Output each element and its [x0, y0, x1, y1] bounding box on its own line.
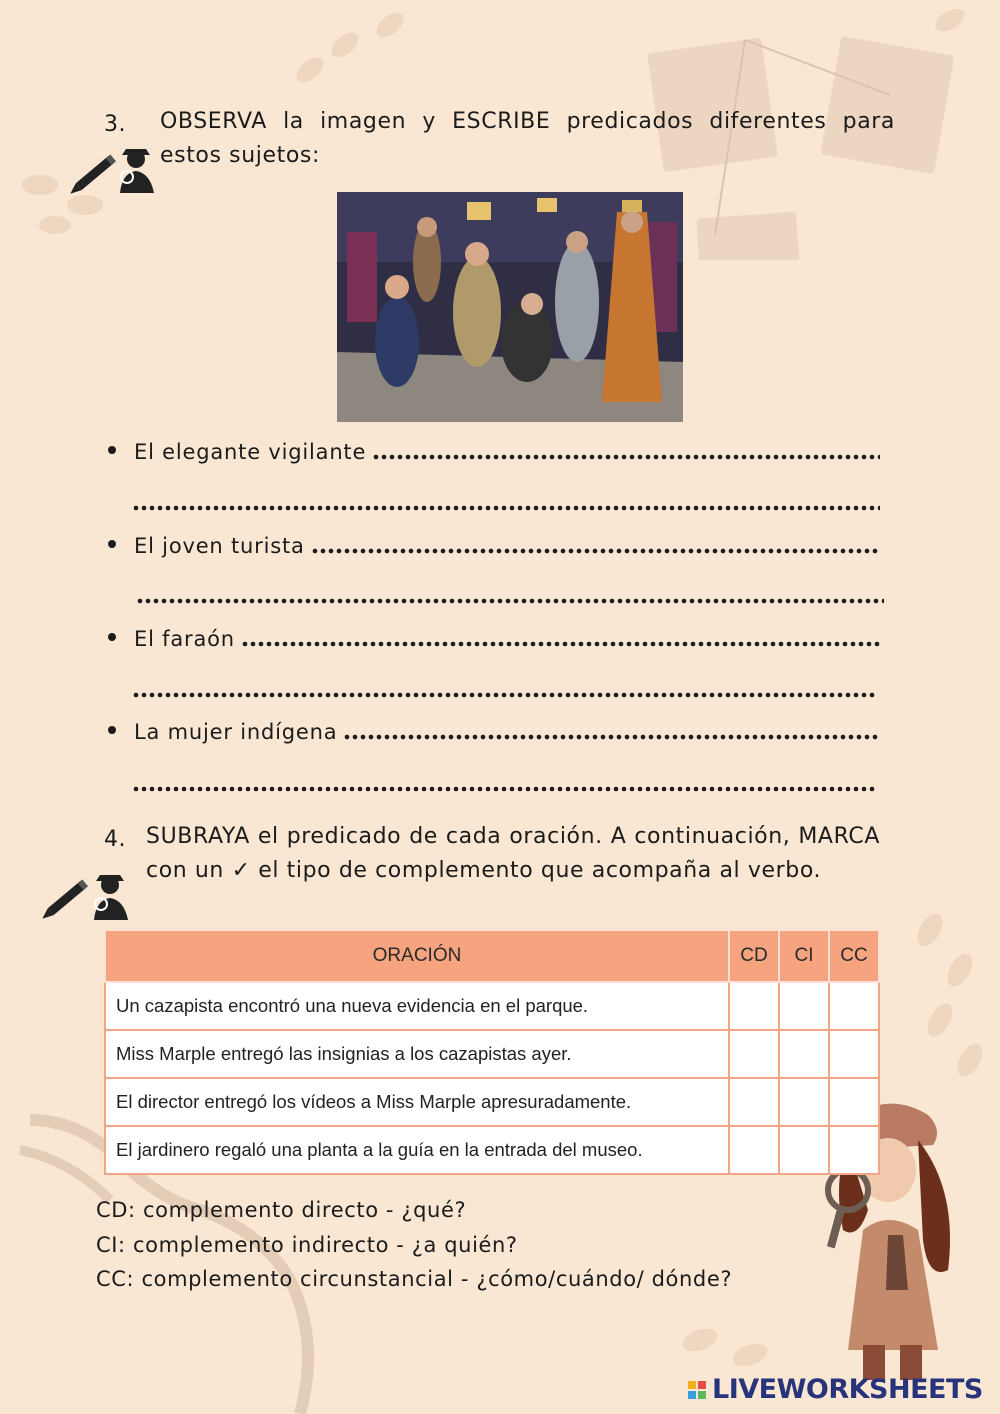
instruction-part-2: el tipo de complemento que acompaña al verbo.: [258, 858, 822, 883]
brand-name: LIVEWORKSHEETS: [712, 1374, 983, 1405]
subject-label: La mujer indígena: [134, 720, 338, 744]
subject-label: El faraón: [134, 627, 235, 651]
cc-checkbox-cell[interactable]: [829, 1030, 879, 1078]
movie-still-museum-photo: [337, 192, 683, 422]
answer-line-continued[interactable]: [136, 598, 884, 604]
sentence-cell: Un cazapista encontró una nueva evidencia en el parque.: [105, 982, 729, 1030]
subject-label: El elegante vigilante: [134, 440, 367, 464]
bullet-icon: [108, 726, 116, 734]
cd-checkbox-cell[interactable]: [729, 1078, 779, 1126]
subject-item-3: [108, 627, 880, 651]
cd-checkbox-cell[interactable]: [729, 1030, 779, 1078]
ci-checkbox-cell[interactable]: [779, 1030, 829, 1078]
header-oracion: ORACIÓN: [105, 930, 729, 982]
legend-cd: CD: complemento directo - ¿qué?: [96, 1198, 467, 1222]
bullet-icon: [108, 633, 116, 641]
cc-checkbox-cell[interactable]: [829, 982, 879, 1030]
question-3-instruction: OBSERVA la imagen y ESCRIBE predicados diferentes para estos sujetos:: [160, 109, 895, 168]
answer-line[interactable]: [241, 641, 880, 647]
table-row: [105, 1078, 879, 1126]
sentence-cell: El director entregó los vídeos a Miss Marple apresuradamente.: [105, 1078, 729, 1126]
cc-checkbox-cell[interactable]: [829, 1126, 879, 1174]
subject-item-4: [108, 720, 880, 744]
answer-line[interactable]: [311, 548, 880, 554]
sentence-cell: El jardinero regaló una planta a la guía en la entrada del museo.: [105, 1126, 729, 1174]
ci-checkbox-cell[interactable]: [779, 1126, 829, 1174]
bullet-icon: [108, 446, 116, 454]
answer-line[interactable]: [372, 454, 880, 460]
header-ci: CI: [779, 930, 829, 982]
ci-checkbox-cell[interactable]: [779, 982, 829, 1030]
header-cc: CC: [829, 930, 879, 982]
legend-ci: CI: complemento indirecto - ¿a quién?: [96, 1233, 518, 1257]
table-row: [105, 982, 879, 1030]
instruction-part-1: SUBRAYA el predicado de cada oración. A continuación, MARCA con un: [146, 824, 880, 883]
header-cd: CD: [729, 930, 779, 982]
legend-cc: CC: complemento circunstancial - ¿cómo/cuándo/ dónde?: [96, 1267, 733, 1291]
subject-item-2: [108, 534, 880, 558]
cc-checkbox-cell[interactable]: [829, 1078, 879, 1126]
cd-checkbox-cell[interactable]: [729, 1126, 779, 1174]
sentence-cell: Miss Marple entregó las insignias a los cazapistas ayer.: [105, 1030, 729, 1078]
ci-checkbox-cell[interactable]: [779, 1078, 829, 1126]
complement-table: [104, 929, 880, 1175]
answer-line-continued[interactable]: [132, 692, 876, 698]
table-row: [105, 1030, 879, 1078]
pencil-detective-icon: [42, 870, 132, 922]
subject-item-1: [108, 440, 880, 464]
table-header-row: [105, 930, 879, 982]
question-4-number: 4.: [104, 827, 126, 852]
bullet-icon: [108, 540, 116, 548]
pencil-detective-icon: [70, 145, 158, 195]
checkmark-icon: ✓: [231, 858, 251, 883]
liveworksheets-logo: [688, 1374, 983, 1405]
answer-line-continued[interactable]: [132, 786, 876, 792]
answer-line-continued[interactable]: [132, 505, 880, 511]
question-4-instruction: [146, 820, 880, 888]
brand-logo-icon: [688, 1381, 706, 1399]
answer-line[interactable]: [343, 734, 880, 740]
table-row: [105, 1126, 879, 1174]
cd-checkbox-cell[interactable]: [729, 982, 779, 1030]
subject-label: El joven turista: [134, 534, 305, 558]
question-3-number: 3.: [104, 112, 126, 137]
